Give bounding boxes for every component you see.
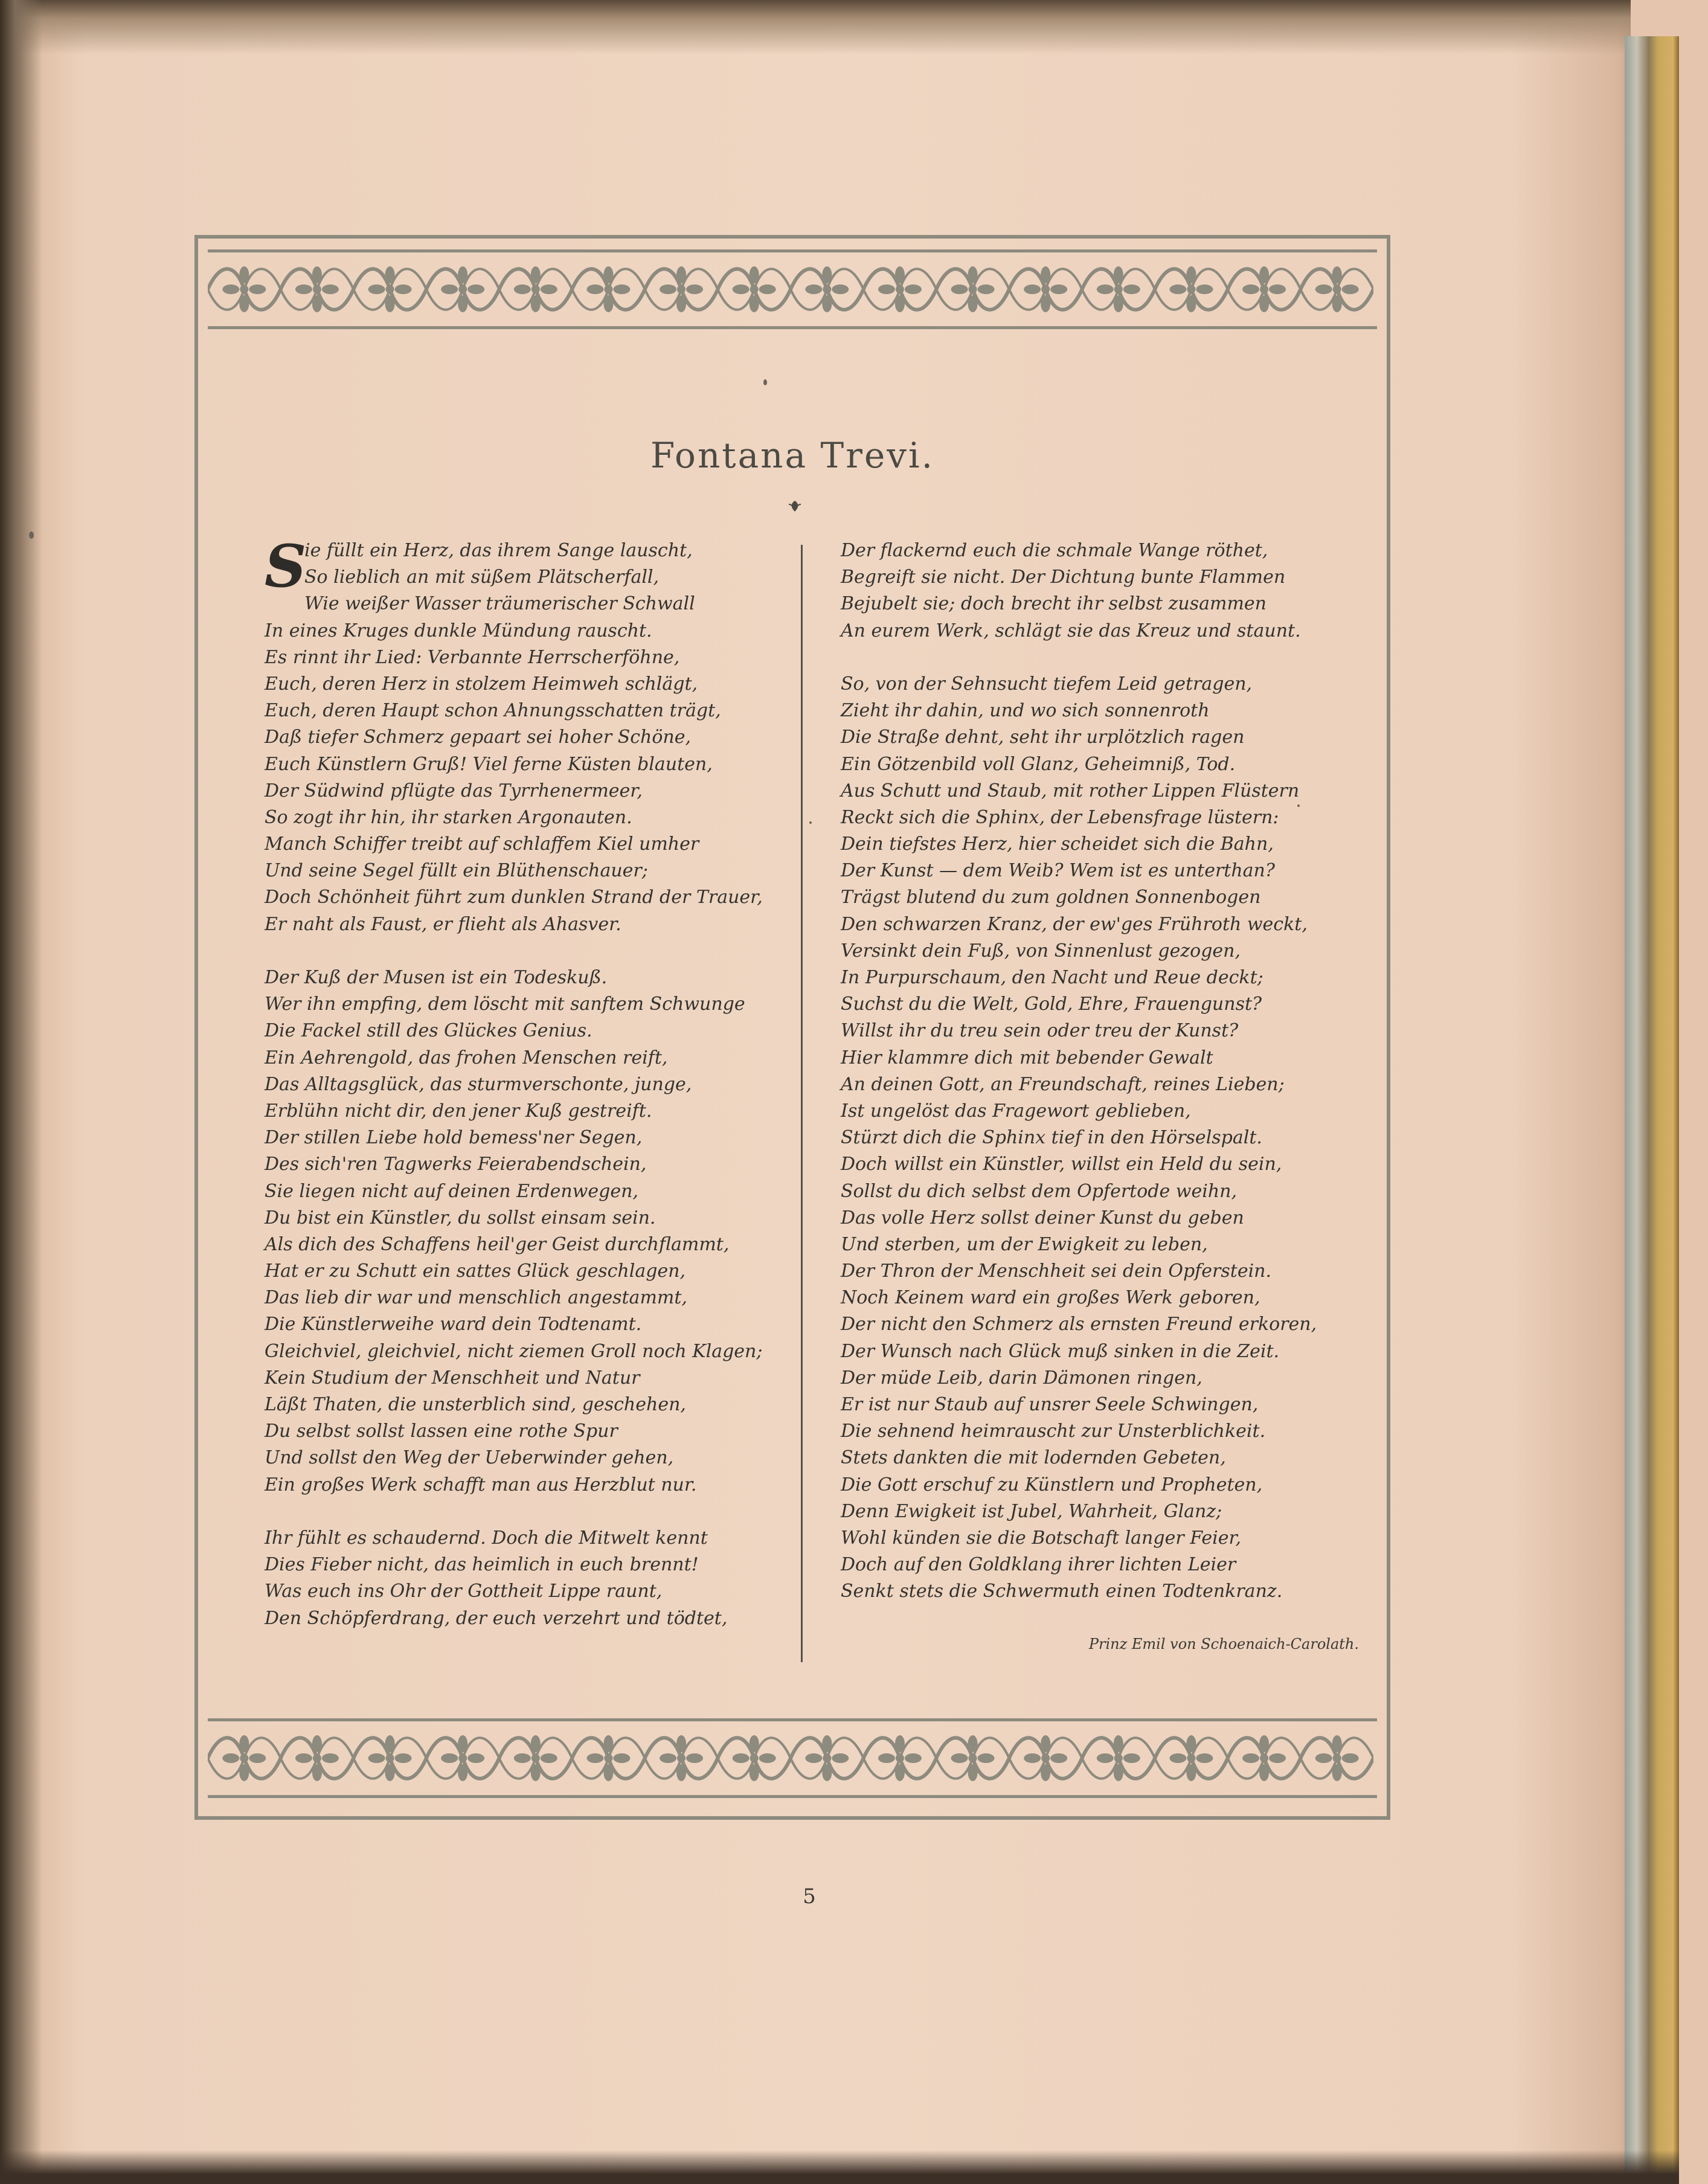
ornament-motif <box>1228 1735 1301 1781</box>
ornament-motif <box>718 266 791 312</box>
poem-line-left: Und sollst den Weg der Ueberwinder gehen, <box>265 1447 674 1469</box>
poem-line-right: Das volle Herz sollst deiner Kunst du geben <box>841 1207 1244 1228</box>
poem-line-left: Das lieb dir war und menschlich angestammt, <box>265 1287 687 1309</box>
poem-line-right: Der Wunsch nach Glück muß sinken in die Zeit. <box>841 1340 1280 1362</box>
poem-line-right: Dein tiefstes Herz, hier scheidet sich die Bahn, <box>841 833 1274 855</box>
poem-line-left: Gleichviel, gleichviel, nicht ziemen Groll noch Klagen; <box>265 1340 763 1362</box>
poem-line-right: Stets dankten die mit lodernden Gebeten, <box>841 1447 1226 1469</box>
poem-line-right: Die Straße dehnt, seht ihr urplötzlich ragen <box>841 727 1245 748</box>
ornament-motif <box>1228 266 1301 312</box>
ornament-motif <box>936 1735 1009 1781</box>
poem-line-left: Die Fackel still des Glückes Genius. <box>265 1020 592 1042</box>
ornament-motif <box>1009 1735 1082 1781</box>
poem-line-right: Ein Götzenbild voll Glanz, Geheimniß, Tod. <box>841 753 1236 775</box>
poem-line-right: Sollst du dich selbst dem Opfertode weihn, <box>841 1180 1238 1202</box>
poem-line-left: Wer ihn empfing, dem löscht mit sanftem Schwunge <box>265 994 745 1015</box>
poem-line-right: Zieht ihr dahin, und wo sich sonnenroth <box>841 700 1210 722</box>
ornament-band-top <box>208 249 1377 329</box>
poem-line-right: Der müde Leib, darin Dämonen ringen, <box>841 1367 1202 1389</box>
ornament-motif <box>499 1735 573 1781</box>
page-top-shadow <box>0 0 1631 54</box>
poem-line-right: So, von der Sehnsucht tiefem Leid getragen, <box>841 673 1253 695</box>
ornament-motif <box>1300 266 1373 312</box>
arabesque-ornament-bottom-icon <box>208 1725 1373 1791</box>
column-divider <box>801 545 803 1662</box>
leaf-ornament-icon <box>786 498 803 515</box>
poem-line-left: Der Südwind pflügte das Tyrrhenermeer, <box>265 780 643 801</box>
ornament-motif <box>1009 266 1082 312</box>
poem-column-left <box>265 532 784 1632</box>
author-signature: Prinz Emil von Schoenaich-Carolath. <box>1088 1636 1359 1652</box>
ornament-motif <box>1082 266 1155 312</box>
poem-line-left: Der stillen Liebe hold bemess'ner Segen, <box>265 1127 643 1149</box>
poem-line-right: Er ist nur Staub auf unsrer Seele Schwingen, <box>841 1394 1259 1415</box>
poem-line-left: Als dich des Schaffens heil'ger Geist durchflammt, <box>265 1233 730 1255</box>
poem-line-right: Trägst blutend du zum goldnen Sonnenbogen <box>841 887 1261 908</box>
stanza-break <box>265 1498 784 1525</box>
ornament-band-bottom <box>208 1718 1377 1798</box>
poem-line-left: Und seine Segel füllt ein Blüthenschauer; <box>265 860 648 882</box>
poem-line-right: Doch willst ein Künstler, willst ein Held du sein, <box>841 1154 1282 1175</box>
poem-line-right: Noch Keinem ward ein großes Werk geboren, <box>841 1287 1260 1309</box>
poem-line-left: Daß tiefer Schmerz gepaart sei hoher Schöne, <box>265 727 692 748</box>
poem-line-right: Ist ungelöst das Fragewort geblieben, <box>841 1100 1191 1122</box>
ornament-motif <box>353 1735 426 1781</box>
poem-line-left: Sie liegen nicht auf deinen Erdenwegen, <box>265 1180 638 1202</box>
poem-line-right: Wohl künden sie die Botschaft langer Feier, <box>841 1527 1242 1549</box>
paper-speck <box>1297 805 1300 807</box>
ornament-motif <box>791 266 864 312</box>
poem-line-right: In Purpurschaum, den Nacht und Reue deckt; <box>841 967 1263 988</box>
poem-line-left: Doch Schönheit führt zum dunklen Strand der Trauer, <box>265 887 763 908</box>
ornament-motif <box>718 1735 791 1781</box>
poem-line-left: Du selbst sollst lassen eine rothe Spur <box>265 1421 618 1442</box>
paper-speck <box>29 532 34 539</box>
poem-line-left: So lieblich an mit süßem Plätscherfall, <box>304 567 660 588</box>
poem-line-left: Erblühn nicht dir, den jener Kuß gestreift. <box>265 1100 652 1122</box>
poem-line-right: An eurem Werk, schlägt sie das Kreuz und staunt. <box>841 620 1301 641</box>
poem-line-right: An deinen Gott, an Freundschaft, reines Lieben; <box>841 1073 1285 1095</box>
ornament-motif <box>791 1735 864 1781</box>
poem-line-right: Reckt sich die Sphinx, der Lebensfrage lüstern: <box>841 806 1279 828</box>
poem-line-right: Hier klammre dich mit bebender Gewalt <box>841 1047 1213 1068</box>
poem-line-left: Du bist ein Künstler, du sollst einsam sein. <box>265 1207 656 1228</box>
ornament-motif <box>864 266 937 312</box>
poem-line-left: Hat er zu Schutt ein sattes Glück geschlagen, <box>265 1261 686 1282</box>
ornament-motif <box>1155 266 1228 312</box>
poem-line-right: Doch auf den Goldklang ihrer lichten Leier <box>841 1554 1236 1576</box>
poem-line-left: In eines Kruges dunkle Mündung rauscht. <box>265 620 652 641</box>
ornament-motif <box>572 1735 645 1781</box>
poem-line-right: Den schwarzen Kranz, der ew'ges Frühroth weckt, <box>841 913 1308 935</box>
poem-line-left: Läßt Thaten, die unsterblich sind, geschehen, <box>265 1394 686 1415</box>
page-number: 5 <box>803 1884 816 1909</box>
poem-line-left: Ein Aehrengold, das frohen Menschen reift, <box>265 1047 668 1068</box>
poem-line-right: Senkt stets die Schwermuth einen Todtenkranz. <box>841 1581 1283 1602</box>
drop-cap: S <box>265 532 307 600</box>
poem-line-right: Der nicht den Schmerz als ernsten Freund erkoren, <box>841 1314 1317 1335</box>
poem-line-right: Der flackernd euch die schmale Wange röthet, <box>841 540 1268 561</box>
poem-line-left: ie füllt ein Herz, das ihrem Sange lauscht, <box>304 540 693 561</box>
poem-line-left: Es rinnt ihr Lied: Verbannte Herrscherföhne, <box>265 646 680 668</box>
poem-line-left: Was euch ins Ohr der Gottheit Lippe raunt, <box>265 1581 663 1602</box>
ornament-motif <box>1300 1735 1373 1781</box>
page-bottom-edge <box>0 2150 1679 2184</box>
ornament-motif <box>864 1735 937 1781</box>
paper-speck <box>763 379 767 385</box>
poem-line-right: Versinkt dein Fuß, von Sinnenlust gezogen, <box>841 940 1241 962</box>
poem-line-left: Den Schöpferdrang, der euch verzehrt und tödtet, <box>265 1607 728 1629</box>
ornament-motif <box>208 1735 281 1781</box>
poem-line-right: Der Kunst — dem Weib? Wem ist es unterthan? <box>841 860 1275 882</box>
ornament-motif <box>208 266 281 312</box>
paper-speck <box>809 821 812 824</box>
arabesque-ornament-top-icon <box>208 256 1373 323</box>
poem-line-left: Kein Studium der Menschheit und Natur <box>265 1367 640 1389</box>
poem-line-left: So zogt ihr hin, ihr starken Argonauten. <box>265 806 632 828</box>
poem-line-right: Stürzt dich die Sphinx tief in den Hörselspalt. <box>841 1127 1262 1149</box>
book-cover-edge <box>1625 36 1679 2174</box>
ornament-motif <box>936 266 1009 312</box>
page-title: Fontana Trevi. <box>650 435 935 476</box>
poem-line-left: Die Künstlerweihe ward dein Todtenamt. <box>265 1314 642 1335</box>
poem-line-right: Die Gott erschuf zu Künstlern und Propheten, <box>841 1474 1263 1495</box>
poem-line-right: Bejubelt sie; doch brecht ihr selbst zusammen <box>841 593 1267 615</box>
poem-line-right: Der Thron der Menschheit sei dein Opferstein. <box>841 1261 1272 1282</box>
poem-line-left: Euch, deren Haupt schon Ahnungsschatten trägt, <box>265 700 721 722</box>
ornament-motif <box>426 266 499 312</box>
poem-line-right: Suchst du die Welt, Gold, Ehre, Frauengunst? <box>841 994 1262 1015</box>
binding-edge <box>0 0 42 2184</box>
poem-line-left: Er naht als Faust, er flieht als Ahasver. <box>265 913 621 935</box>
poem-line-left: Des sich'ren Tagwerks Feierabendschein, <box>265 1154 647 1175</box>
stanza-break <box>265 938 784 965</box>
poem-line-left: Dies Fieber nicht, das heimlich in euch brennt! <box>265 1554 699 1576</box>
poem-line-right: Begreift sie nicht. Der Dichtung bunte Flammen <box>841 567 1286 588</box>
ornament-motif <box>426 1735 499 1781</box>
ornament-motif <box>1155 1735 1228 1781</box>
poem-line-left: Manch Schiffer treibt auf schlaffem Kiel umher <box>265 833 699 855</box>
poem-line-right: Die sehnend heimrauscht zur Unsterblichkeit. <box>841 1421 1266 1442</box>
ornament-motif <box>645 266 718 312</box>
ornament-motif <box>281 266 354 312</box>
ornament-motif <box>1082 1735 1155 1781</box>
poem-line-right: Und sterben, um der Ewigkeit zu leben, <box>841 1233 1208 1255</box>
ornament-motif <box>645 1735 718 1781</box>
poem-line-left: Euch Künstlern Gruß! Viel ferne Küsten blauten, <box>265 753 713 775</box>
stanza-break <box>841 644 1354 671</box>
poem-line-left: Wie weißer Wasser träumerischer Schwall <box>304 593 695 615</box>
poem-line-left: Ein großes Werk schafft man aus Herzblut nur. <box>265 1474 697 1495</box>
poem-line-left: Euch, deren Herz in stolzem Heimweh schlägt, <box>265 673 698 695</box>
ornament-motif <box>353 266 426 312</box>
ornament-motif <box>281 1735 354 1781</box>
ornament-motif <box>499 266 573 312</box>
ornament-motif <box>572 266 645 312</box>
poem-line-left: Der Kuß der Musen ist ein Todeskuß. <box>265 967 608 988</box>
poem-column-right <box>841 538 1354 1605</box>
poem-line-right: Aus Schutt und Staub, mit rother Lippen Flüstern <box>841 780 1300 801</box>
poem-line-right: Willst ihr du treu sein oder treu der Kunst? <box>841 1020 1239 1042</box>
poem-line-left: Ihr fühlt es schaudernd. Doch die Mitwelt kennt <box>265 1527 708 1549</box>
poem-line-left: Das Alltagsglück, das sturmverschonte, junge, <box>265 1073 692 1095</box>
poem-line-right: Denn Ewigkeit ist Jubel, Wahrheit, Glanz; <box>841 1500 1222 1522</box>
